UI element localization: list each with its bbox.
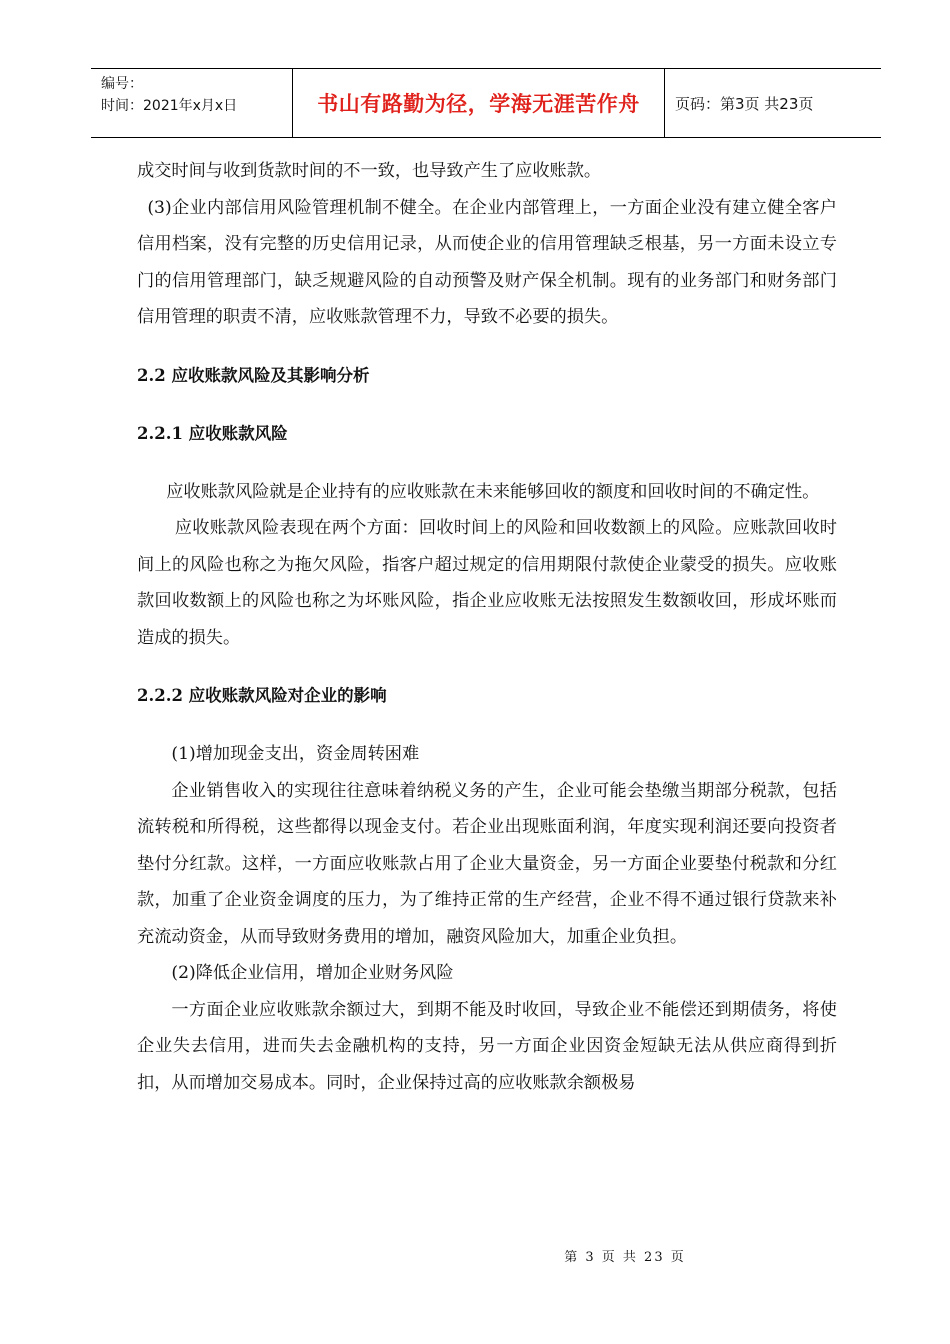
subsection-heading: 2.2.1 应收账款风险 [137,423,288,443]
header-meta [91,69,293,137]
paragraph: (2)降低企业信用，增加企业财务风险 [171,963,454,983]
section-heading: 2.2 应收账款风险及其影响分析 [137,365,370,385]
spacer [137,452,837,474]
document-body [137,153,837,1101]
spacer [137,336,837,358]
paragraph: 成交时间与收到货款时间的不一致，也导致产生了应收账款。 [137,161,602,181]
paragraph: 应收账款风险就是企业持有的应收账款在未来能够回收的额度和回收时间的不确定性。 [166,481,820,502]
paragraph: 应收账款风险表现在两个方面：回收时间上的风险和回收数额上的风险。应账款回收时间上的风险也称之为拖欠风险，指客户超过规定的信用期限付款使企业蒙受的损失。应收账款回收数额上的风险也称之为坏账风险，指企业应收账无法按照发生数额收回，形成坏账而造成的损失。 [137,518,837,648]
page-footer: 第 3 页 共 23 页 [564,1250,686,1265]
document-time-label: 时间：2021年x月x日 [101,98,238,114]
paragraph: 一方面企业应收账款余额过大，到期不能及时收回，导致企业不能偿还到期债务，将使企业失去信用，进而失去金融机构的支持，另一方面企业因资金短缺无法从供应商得到折扣，从而增加交易成本。同时，企业保持过高的应收账款余额极易 [137,999,837,1093]
paragraph: (3)企业内部信用风险管理机制不健全。在企业内部管理上，一方面企业没有建立健全客户信用档案，没有完整的历史信用记录，从而使企业的信用管理缺乏根基，另一方面未设立专门的信用管理部门，缺乏规避风险的自动预警及财产保全机制。现有的业务部门和财务部门信用管理的职责不清，应收账款管理不力，导致不必要的损失。 [137,197,837,327]
spacer [137,656,837,678]
paragraph: (1)增加现金支出，资金周转困难 [171,744,420,764]
page-header [91,68,881,138]
document-number-label: 编号： [101,76,143,92]
paragraph: 企业销售收入的实现往往意味着纳税义务的产生，企业可能会垫缴当期部分税款，包括流转税和所得税，这些都得以现金支付。若企业出现账面利润，年度实现利润还要向投资者垫付分红款。这样，一方面应收账款占用了企业大量资金，另一方面企业要垫付税款和分红款，加重了企业资金调度的压力，为了维持正常的生产经营，企业不得不通过银行贷款来补充流动资金，从而导致财务费用的增加，融资风险加大，加重企业负担。 [137,780,837,947]
header-motto-cell [293,69,665,137]
spacer [137,394,837,416]
header-page-info: 页码：第3页 共23页 [675,94,814,113]
subsection-heading: 2.2.2 应收账款风险对企业的影响 [137,686,387,705]
spacer [137,714,837,736]
header-motto: 书山有路勤为径，学海无涯苦作舟 [317,92,640,116]
